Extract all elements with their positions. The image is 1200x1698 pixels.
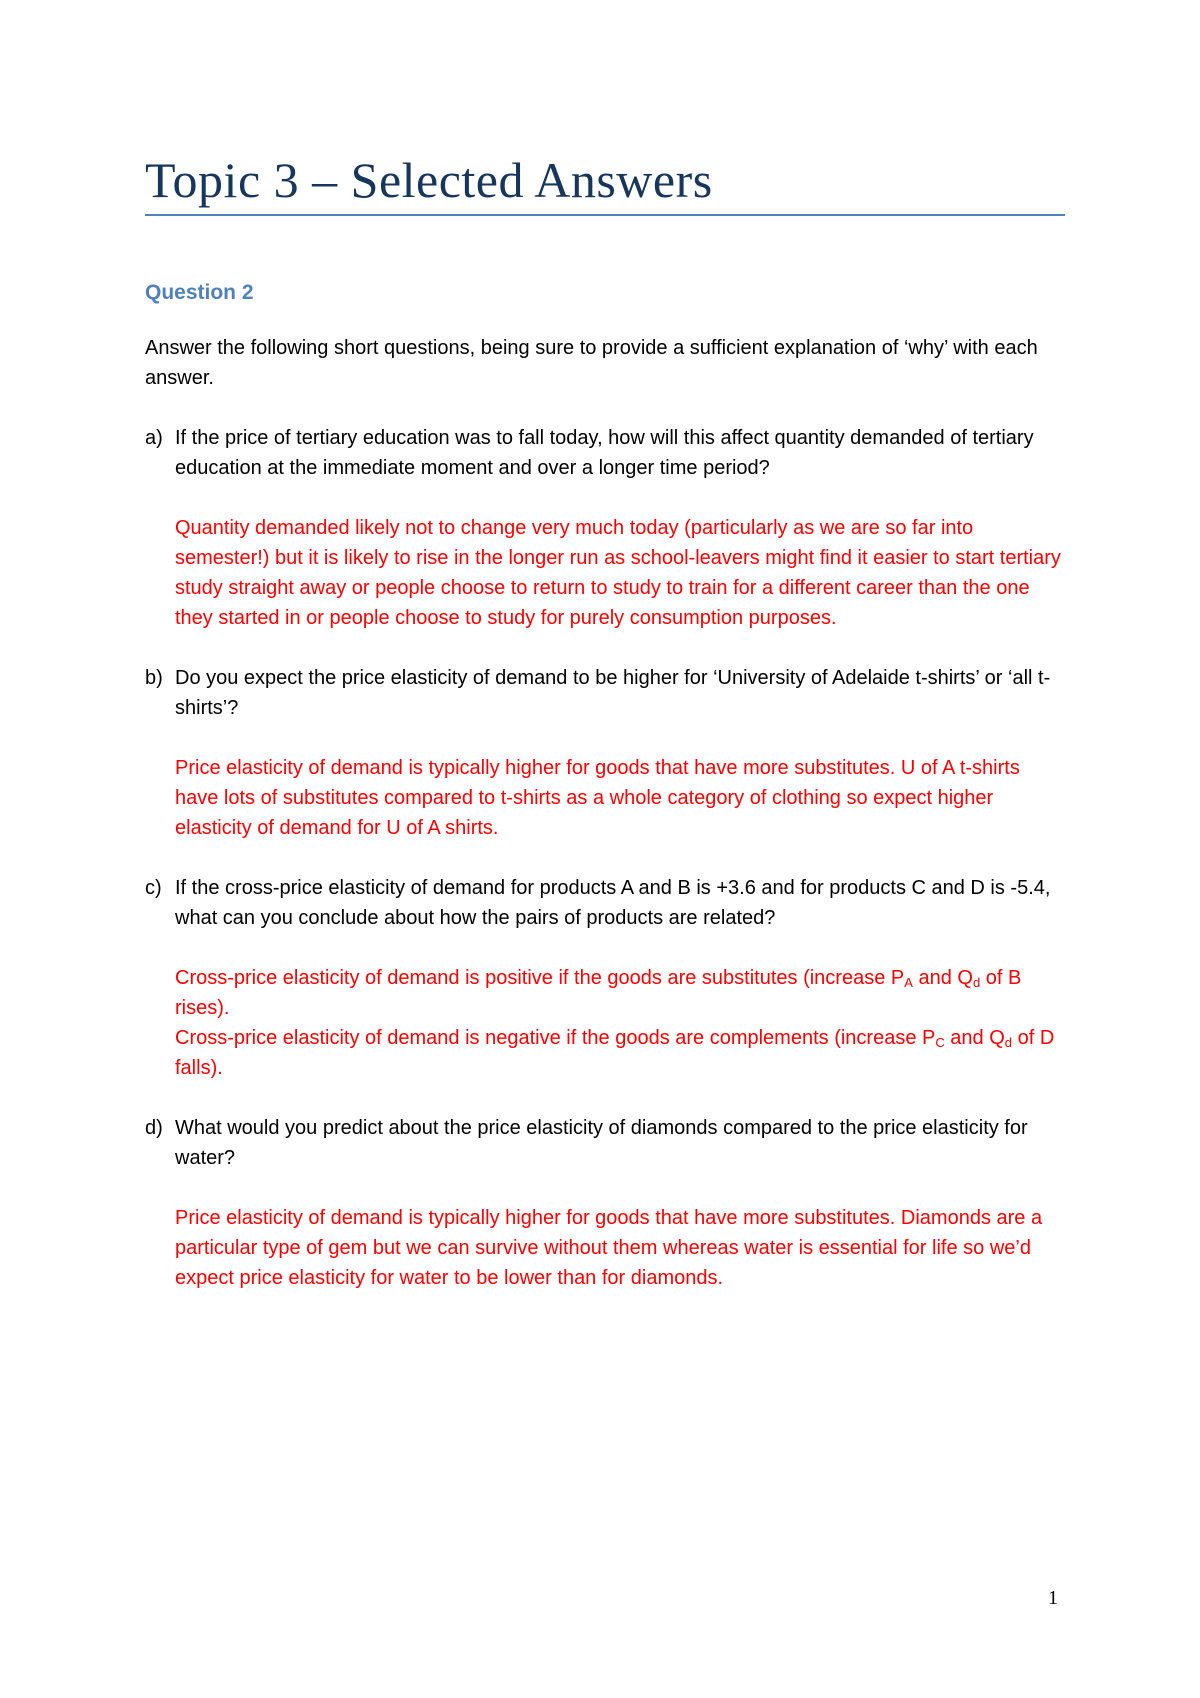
- question-letter: c): [145, 877, 162, 899]
- question-letter: d): [145, 1117, 163, 1139]
- answer-segment: Cross-price elasticity of demand is negative if the goods are complements (increase P: [175, 1027, 936, 1049]
- question-text: If the price of tertiary education was to fall today, how will this affect quantity demanded of tertiary education at the immediate moment and over a longer time period?: [175, 427, 1034, 479]
- answer-text: Price elasticity of demand is typically higher for goods that have more substitutes. U of A t-shirts have lots of substitutes compared to t-shirts as a whole category of clothing so expect higher elasticity of demand for U of A shirts.: [175, 757, 1020, 839]
- answer-segment: of D falls).: [175, 1027, 1055, 1079]
- answer-segment: of B rises).: [175, 967, 1022, 1019]
- subscript-c: C: [935, 1035, 945, 1050]
- subscript-d: d: [1004, 1035, 1013, 1050]
- question-text: What would you predict about the price elasticity of diamonds compared to the price elasticity for water?: [175, 1117, 1028, 1169]
- subscript-a: A: [904, 975, 913, 990]
- answer-segment: and Q: [944, 1027, 1005, 1049]
- question-item-a: [145, 423, 1065, 633]
- question-item-c: [145, 873, 1065, 1083]
- answer-segment: and Q: [912, 967, 973, 989]
- question-text: Do you expect the price elasticity of demand to be higher for ‘University of Adelaide t-shirts’ or ‘all t-shirts’?: [175, 667, 1051, 719]
- answer-segment: Cross-price elasticity of demand is positive if the goods are substitutes (increase P: [175, 967, 905, 989]
- question-item-b: [145, 663, 1065, 843]
- question-letter: a): [145, 427, 163, 449]
- page-title: Topic 3 – Selected Answers: [145, 152, 713, 208]
- answer-text: [175, 963, 1065, 1083]
- answer-text: Price elasticity of demand is typically higher for goods that have more substitutes. Diamonds are a particular type of gem but we can survive without them whereas water is essential for life so we’d expect price elasticity for water to be lower than for diamonds.: [175, 1207, 1043, 1289]
- question-letter: b): [145, 667, 163, 689]
- page-number: 1: [1048, 1587, 1058, 1609]
- intro-paragraph: Answer the following short questions, being sure to provide a sufficient explanation of ‘why’ with each answer.: [145, 337, 1038, 389]
- answer-complements-line: [175, 1027, 1054, 1079]
- title-underline: [145, 214, 1065, 216]
- question-item-d: [145, 1113, 1065, 1293]
- subscript-d: d: [972, 975, 981, 990]
- question-text: If the cross-price elasticity of demand for products A and B is +3.6 and for products C and D is -5.4, what can you conclude about how the pairs of products are related?: [175, 877, 1051, 929]
- answer-text: Quantity demanded likely not to change very much today (particularly as we are so far into semester!) but it is likely to rise in the longer run as school-leavers might find it easier to start tertiary study straight away or people choose to return to study to train for a different career than the one they started in or people choose to study for purely consumption purposes.: [175, 517, 1061, 629]
- document-body: [145, 278, 1065, 1323]
- question-heading: Question 2: [145, 281, 254, 304]
- answer-substitutes-line: [175, 967, 1021, 1019]
